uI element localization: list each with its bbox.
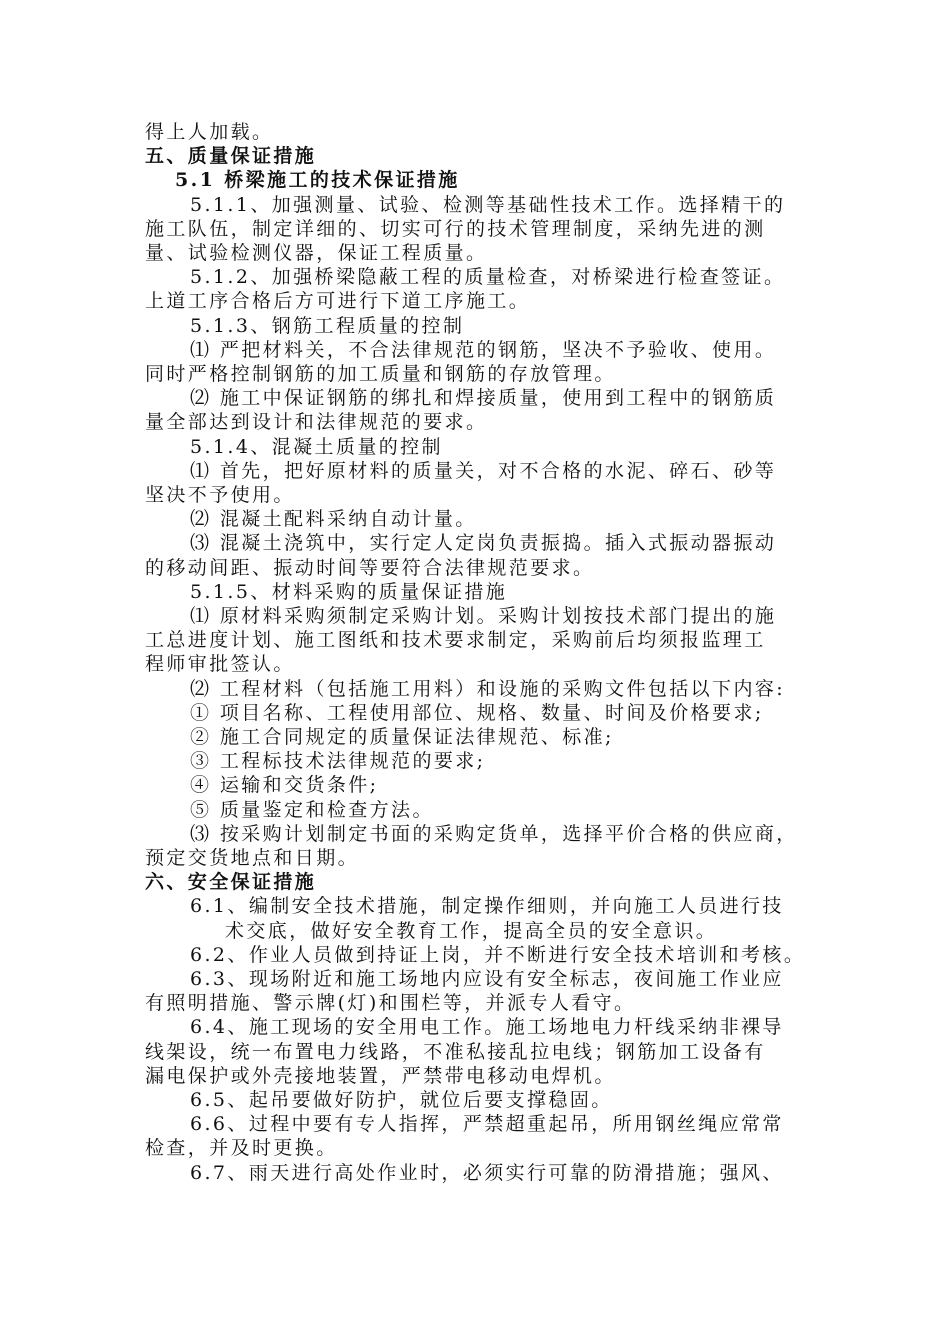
text-line: 线架设，统一布置电力线路，不准私接乱拉电线；钢筋加工设备有	[145, 1040, 766, 1063]
text-line: 5.1.1、加强测量、试验、检测等基础性技术工作。选择精干的	[190, 193, 786, 216]
text-line: ⑴ 原材料采购须制定采购计划。采购计划按技术部门提出的施	[190, 605, 777, 627]
text-line: 6.1、编制安全技术措施，制定操作细则，并向施工人员进行技	[190, 895, 784, 918]
text-line: 5.1.5、材料采购的质量保证措施	[190, 580, 508, 603]
text-line: 6.5、起吊要做好防护，就位后要支撑稳固。	[190, 1089, 613, 1111]
text-line: ⑵ 施工中保证钢筋的绑扎和焊接质量，使用到工程中的钢筋质	[190, 387, 777, 410]
text-line: 6.2、作业人员做到持证上岗，并不断进行安全技术培训和考核。	[190, 943, 806, 966]
text-line: 漏电保护或外壳接地装置，严禁带电移动电焊机。	[145, 1064, 616, 1087]
text-line: 预定交货地点和日期。	[145, 847, 360, 869]
text-line: 量、试验检测仪器，保证工程质量。	[145, 242, 488, 264]
text-line: ⑴ 严把材料关，不合法律规范的钢筋，坚决不予验收、使用。	[190, 338, 777, 361]
text-line: 坚决不予使用。	[145, 484, 295, 506]
text-line: 5.1.4、混凝土质量的控制	[190, 435, 443, 458]
text-line: ⑶ 按采购计划制定书面的采购定货单，选择平价合格的供应商，	[190, 822, 798, 845]
text-line: ② 施工合同规定的质量保证法律规范、标准;	[190, 726, 614, 748]
text-line: ⑶ 混凝土浇筑中，实行定人定岗负责振捣。插入式振动器振动	[190, 532, 777, 555]
text-line: 5.1.3、钢筋工程质量的控制	[190, 314, 465, 337]
text-line: 上道工序合格后方可进行下道工序施工。	[145, 290, 531, 313]
text-line: ③ 工程标技术法律规范的要求;	[190, 750, 486, 773]
text-line: 同时严格控制钢筋的加工质量和钢筋的存放管理。	[145, 363, 616, 385]
text-line: 5.1.2、加强桥梁隐蔽工程的质量检查，对桥梁进行检查签证。	[190, 266, 786, 289]
text-line: 术交底，做好安全教育工作，提高全员的安全意识。	[225, 919, 718, 942]
text-line: 6.4、施工现场的安全用电工作。施工场地电力杆线采纳非裸导	[190, 1016, 784, 1039]
text-line: ⑵ 混凝土配料采纳自动计量。	[190, 508, 477, 531]
text-line: ④ 运输和交货条件;	[190, 774, 379, 797]
text-line: ⑤ 质量鉴定和检查方法。	[190, 798, 434, 821]
text-line: 6.6、过程中要有专人指挥，严禁超重起吊，所用钢丝绳应常常	[190, 1113, 784, 1136]
text-line: 有照明措施、警示牌(灯)和围栏等，并派专人看守。	[145, 992, 636, 1015]
text-line: ① 项目名称、工程使用部位、规格、数量、时间及价格要求;	[190, 701, 764, 724]
section-heading: 六、安全保证措施	[145, 871, 317, 894]
text-line: 6.3、现场附近和施工场地内应设有安全标志，夜间施工作业应	[190, 968, 784, 990]
text-line: 工总进度计划、施工图纸和技术要求制定，采购前后均须报监理工	[145, 629, 766, 652]
text-line: 得上人加载。	[145, 121, 274, 143]
text-line: 程师审批签认。	[145, 653, 295, 676]
text-line: 6.7、雨天进行高处作业时，必须实行可靠的防滑措施；强风、	[190, 1161, 784, 1184]
section-heading: 五、质量保证措施	[145, 145, 317, 168]
text-line: ⑵ 工程材料（包括施工用料）和设施的采购文件包括以下内容:	[190, 677, 786, 700]
text-line: 量全部达到设计和法律规范的要求。	[145, 411, 488, 434]
text-line: ⑴ 首先，把好原材料的质量关，对不合格的水泥、碎石、砂等	[190, 459, 777, 482]
text-line: 检查，并及时更换。	[145, 1137, 338, 1160]
text-line: 的移动间距、振动时间等要符合法律规范要求。	[145, 556, 595, 579]
subsection-heading: 5.1 桥梁施工的技术保证措施	[175, 169, 460, 192]
text-line: 施工队伍，制定详细的、切实可行的技术管理制度，采纳先进的测	[145, 217, 766, 240]
